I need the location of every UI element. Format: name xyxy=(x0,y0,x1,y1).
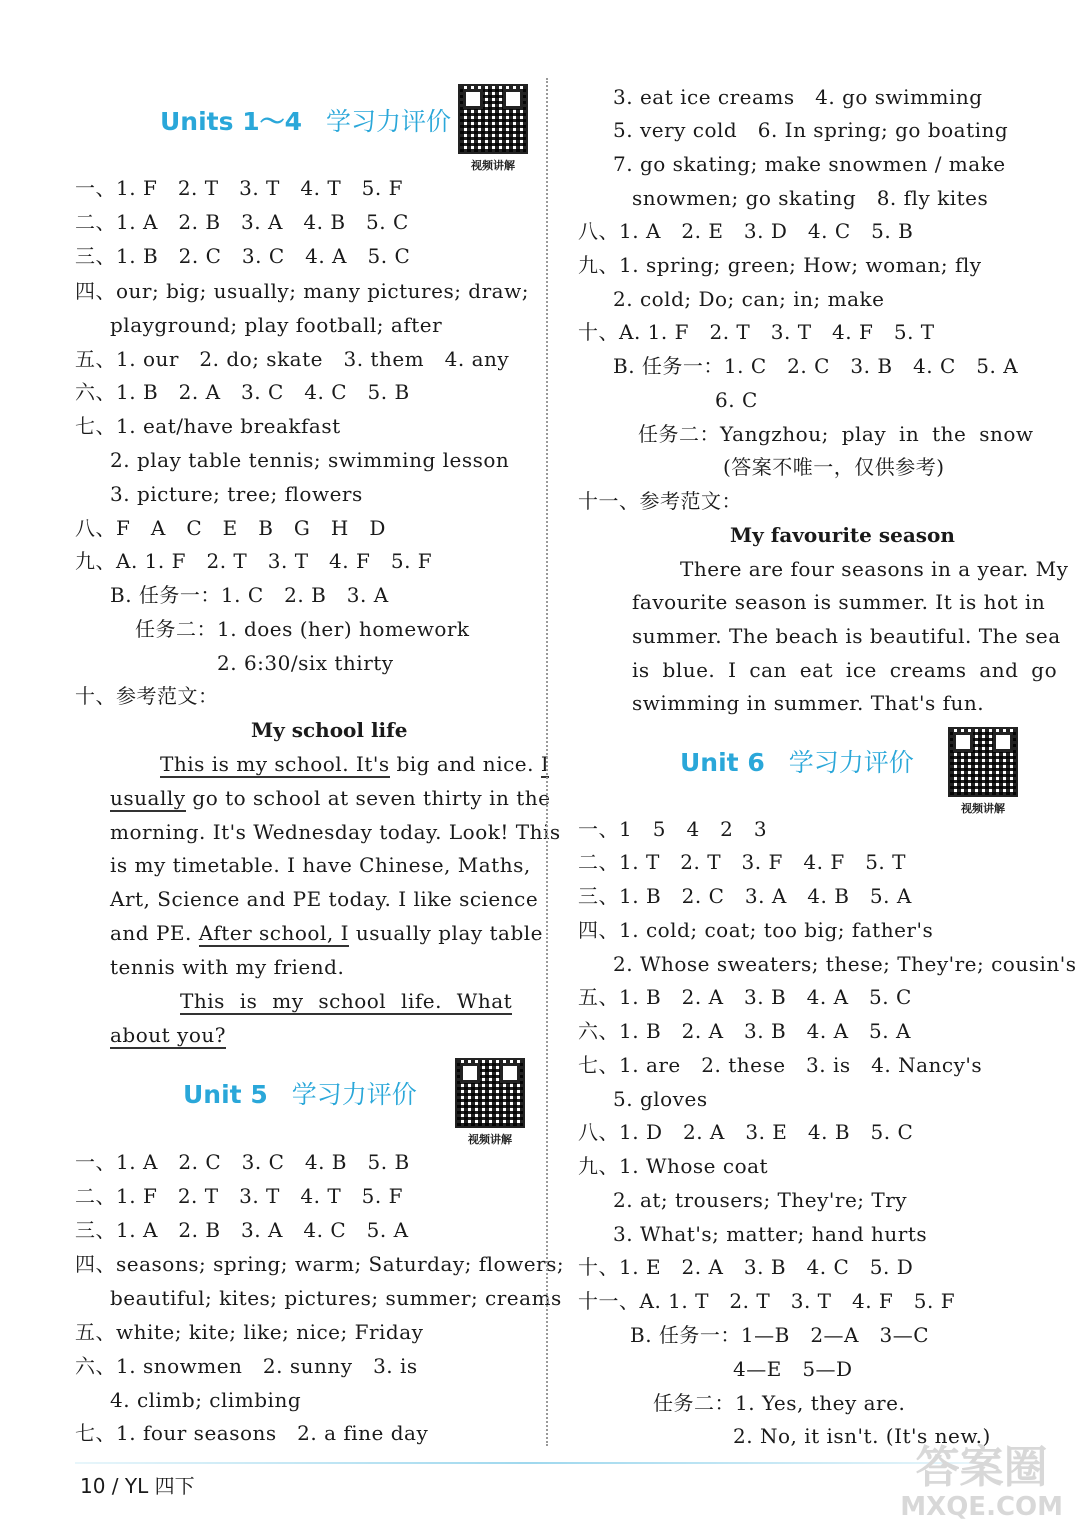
underlined-phrase: I xyxy=(540,752,550,776)
watermark-title: 答案圈 xyxy=(915,1442,1048,1493)
answer-line: 4—E 5—D xyxy=(733,1357,853,1381)
essay-line: This is my school. It's big and nice. I xyxy=(160,752,550,776)
answer-line: 三、1. B 2. C 3. C 4. A 5. C xyxy=(75,244,411,268)
qr-code-icon xyxy=(455,1058,525,1128)
answer-line: 三、1. A 2. B 3. A 4. C 5. A xyxy=(75,1218,409,1242)
answer-line: 5. very cold 6. In spring; go boating xyxy=(613,118,1009,142)
answer-line: 七、1. four seasons 2. a fine day xyxy=(75,1421,429,1445)
underlined-phrase: After school, I xyxy=(198,921,349,945)
answer-line: 五、1. our 2. do; skate 3. them 4. any xyxy=(75,347,510,371)
answer-line: 任务二：1. Yes, they are. xyxy=(653,1391,906,1415)
answer-line: 八、F A C E B G H D xyxy=(75,516,386,540)
answer-line: 2. at; trousers; They're; Try xyxy=(613,1188,908,1212)
answer-line: 2. No, it isn't. (It's new.) xyxy=(733,1424,991,1448)
answer-line: 五、1. B 2. A 3. B 4. A 5. C xyxy=(578,985,912,1009)
qr-code-unit-5[interactable] xyxy=(455,1058,525,1147)
unit-5-heading xyxy=(183,1075,417,1111)
qr-caption: 视频讲解 xyxy=(961,802,1005,815)
answer-line: 八、1. D 2. A 3. E 4. B 5. C xyxy=(578,1120,914,1144)
essay-line: morning. It's Wednesday today. Look! This xyxy=(110,820,561,844)
answer-line: 十、A. 1. F 2. T 3. T 4. F 5. T xyxy=(578,320,935,344)
answer-line: 六、1. B 2. A 3. B 4. A 5. A xyxy=(578,1019,911,1043)
unit-6-title: Unit 6 xyxy=(680,748,765,777)
answer-line: 3. picture; tree; flowers xyxy=(110,482,363,506)
answer-line: 十一、A. 1. T 2. T 3. T 4. F 5. F xyxy=(578,1289,956,1313)
essay-title: My school life xyxy=(251,718,408,742)
answer-line: 四、1. cold; coat; too big; father's xyxy=(578,918,934,942)
answer-line: 九、1. Whose coat xyxy=(578,1154,769,1178)
answer-line: 二、1. T 2. T 3. F 4. F 5. T xyxy=(578,850,906,874)
page-footer: 10 / YL 四下 xyxy=(80,1474,195,1498)
answer-line: 5. gloves xyxy=(613,1087,708,1111)
answer-line: 2. 6:30/six thirty xyxy=(217,651,394,675)
answer-line: (答案不唯一，仅供参考) xyxy=(723,455,945,479)
watermark-url: MXQE.COM xyxy=(900,1492,1063,1522)
column-divider xyxy=(546,78,548,1446)
units-1-4-title-zh: 学习力评价 xyxy=(326,107,452,136)
answer-line: B. 任务一：1. C 2. C 3. B 4. C 5. A xyxy=(613,354,1019,378)
answer-line: 九、A. 1. F 2. T 3. T 4. F 5. F xyxy=(75,549,433,573)
essay-line: and PE. After school, I usually play table xyxy=(110,921,544,945)
underlined-phrase: about you? xyxy=(110,1023,226,1047)
answer-line: playground; play football; after xyxy=(110,313,443,337)
answer-line: 一、1. F 2. T 3. T 4. T 5. F xyxy=(75,176,403,200)
answer-line: 四、our; big; usually; many pictures; draw; xyxy=(75,279,529,303)
qr-code-unit-6[interactable] xyxy=(948,727,1018,816)
essay-line: swimming in summer. That's fun. xyxy=(632,691,985,715)
footer-bar xyxy=(75,1462,980,1464)
essay-line: usually go to school at seven thirty in the xyxy=(110,786,551,810)
essay-line xyxy=(180,989,512,1013)
answer-line: 二、1. A 2. B 3. A 4. B 5. C xyxy=(75,210,409,234)
underlined-phrase: usually xyxy=(110,786,186,810)
answer-line: 任务二：Yangzhou; play in the snow xyxy=(638,422,1034,446)
essay-line: favourite season is summer. It is hot in xyxy=(632,590,1046,614)
answer-line: 2. play table tennis; swimming lesson xyxy=(110,448,510,472)
unit-5-title-zh: 学习力评价 xyxy=(291,1080,417,1109)
answer-line: 九、1. spring; green; How; woman; fly xyxy=(578,253,982,277)
answer-line: 七、1. eat/have breakfast xyxy=(75,414,341,438)
qr-code-icon xyxy=(948,727,1018,797)
units-1-4-heading xyxy=(160,102,451,138)
answer-line: 十一、参考范文： xyxy=(578,489,742,513)
unit-6-title-zh: 学习力评价 xyxy=(788,748,914,777)
essay-line: summer. The beach is beautiful. The sea xyxy=(632,624,1061,648)
answer-line: 三、1. B 2. C 3. A 4. B 5. A xyxy=(578,884,912,908)
watermark-logo xyxy=(900,1444,1063,1522)
unit-6-heading xyxy=(680,743,914,779)
answer-line: 六、1. B 2. A 3. C 4. C 5. B xyxy=(75,380,410,404)
answer-line: 任务二：1. does (her) homework xyxy=(135,617,470,641)
answer-line: 6. C xyxy=(715,388,758,412)
answer-line: 2. Whose sweaters; these; They're; cousin's xyxy=(613,952,1077,976)
qr-caption: 视频讲解 xyxy=(468,1133,512,1146)
answer-line: 一、1 5 4 2 3 xyxy=(578,817,768,841)
underlined-phrase: This is my school. It's xyxy=(160,752,390,776)
unit-5-title: Unit 5 xyxy=(183,1080,268,1109)
answer-line: snowmen; go skating 8. fly kites xyxy=(632,186,989,210)
qr-code-icon xyxy=(458,84,528,154)
qr-caption: 视频讲解 xyxy=(471,159,515,172)
units-1-4-title: Units 1～4 xyxy=(160,107,302,136)
essay-line: is my timetable. I have Chinese, Maths, xyxy=(110,853,531,877)
answer-line: B. 任务一：1—B 2—A 3—C xyxy=(630,1323,930,1347)
underlined-phrase: This is my school life. What xyxy=(180,989,513,1013)
answer-line: 二、1. F 2. T 3. T 4. T 5. F xyxy=(75,1184,403,1208)
essay-line: Art, Science and PE today. I like science xyxy=(110,887,539,911)
essay-line: is blue. I can eat ice creams and go xyxy=(632,658,1058,682)
answer-line: 3. eat ice creams 4. go swimming xyxy=(613,85,983,109)
answer-line: 十、参考范文： xyxy=(75,684,219,708)
answer-line: 2. cold; Do; can; in; make xyxy=(613,287,885,311)
answer-line: 7. go skating; make snowmen / make xyxy=(613,152,1006,176)
essay-line xyxy=(110,1023,226,1047)
answer-line: 七、1. are 2. these 3. is 4. Nancy's xyxy=(578,1053,983,1077)
answer-line: 4. climb; climbing xyxy=(110,1388,302,1412)
answer-line: B. 任务一：1. C 2. B 3. A xyxy=(110,583,389,607)
essay-line: There are four seasons in a year. My xyxy=(680,557,1069,581)
answer-line: 四、seasons; spring; warm; Saturday; flowers; xyxy=(75,1252,565,1276)
answer-line: 六、1. snowmen 2. sunny 3. is xyxy=(75,1354,418,1378)
answer-line: 五、white; kite; like; nice; Friday xyxy=(75,1320,424,1344)
answer-line: 一、1. A 2. C 3. C 4. B 5. B xyxy=(75,1150,410,1174)
essay-title: My favourite season xyxy=(730,523,955,547)
qr-code-units-1-4[interactable] xyxy=(458,84,528,173)
answer-line: 3. What's; matter; hand hurts xyxy=(613,1222,928,1246)
answer-line: 八、1. A 2. E 3. D 4. C 5. B xyxy=(578,219,914,243)
answer-line: beautiful; kites; pictures; summer; creams xyxy=(110,1286,562,1310)
answer-line: 十、1. E 2. A 3. B 4. C 5. D xyxy=(578,1255,914,1279)
essay-line: tennis with my friend. xyxy=(110,955,345,979)
